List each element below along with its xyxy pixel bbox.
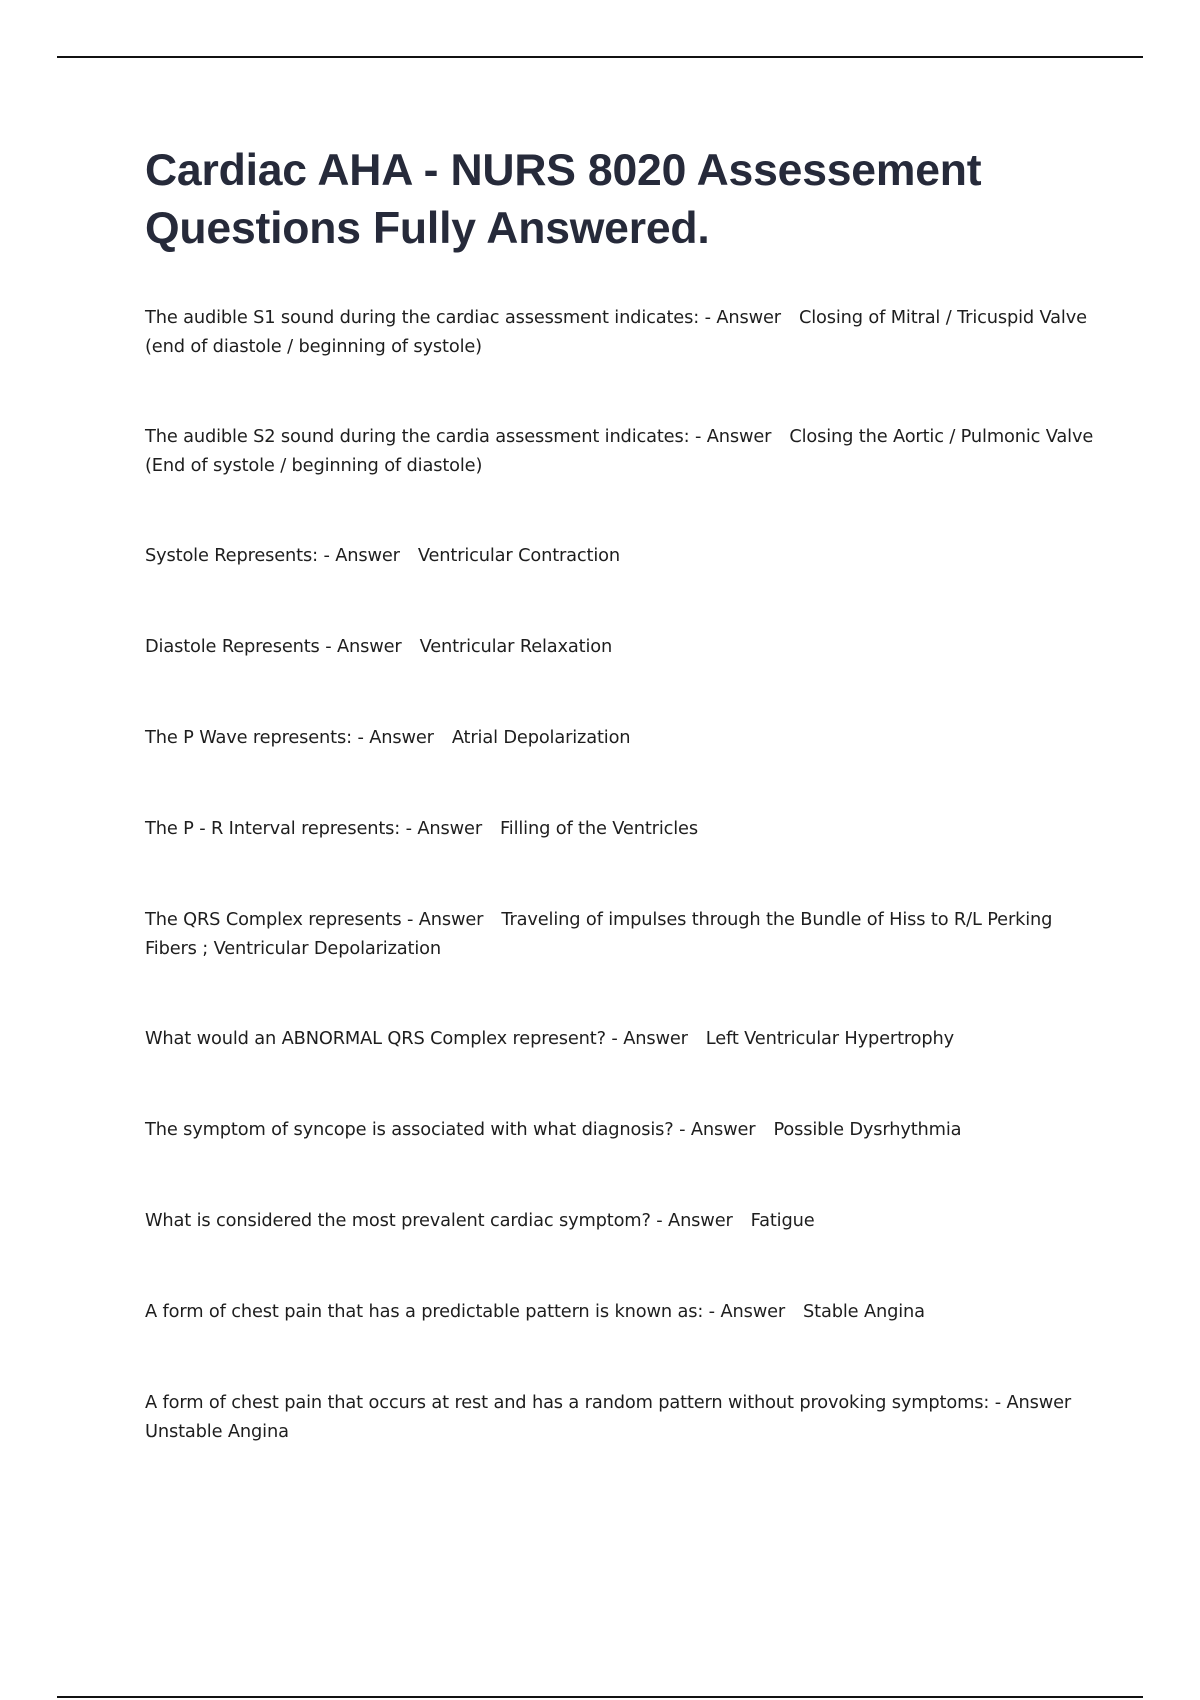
- question-text: Diastole Represents: [145, 636, 320, 657]
- qa-item: [145, 1388, 1095, 1446]
- answer-label: - Answer: [400, 818, 483, 839]
- question-text: The P - R Interval represents:: [145, 818, 401, 839]
- answer-text: Atrial Depolarization: [451, 727, 631, 748]
- answer-label: - Answer: [319, 636, 402, 657]
- qa-item: [145, 1297, 1095, 1326]
- question-text: What would an ABNORMAL QRS Complex represent?: [145, 1028, 606, 1049]
- answer-text: Ventricular Contraction: [417, 545, 621, 566]
- qa-item: [145, 422, 1095, 480]
- answer-label: - Answer: [401, 909, 484, 930]
- qa-item: [145, 303, 1095, 361]
- question-text: What is considered the most prevalent cardiac symptom?: [145, 1210, 651, 1231]
- answer-text: Left Ventricular Hypertrophy: [705, 1028, 955, 1049]
- question-text: The audible S2 sound during the cardia assessment indicates:: [145, 426, 690, 447]
- qa-item: [145, 1024, 1095, 1053]
- answer-label: - Answer: [317, 545, 400, 566]
- qa-item: [145, 723, 1095, 752]
- qa-item: [145, 1115, 1095, 1144]
- answer-label: - Answer: [689, 426, 772, 447]
- answer-text: Closing of Mitral / Tricuspid Valve (end of diastole / beginning of systole): [145, 307, 1087, 357]
- answer-text: Closing the Aortic / Pulmonic Valve (End of systole / beginning of diastole): [145, 426, 1094, 476]
- bottom-divider: [57, 1696, 1143, 1698]
- question-text: A form of chest pain that occurs at rest and has a random pattern without provoking symptoms:: [145, 1392, 990, 1413]
- answer-label: - Answer: [605, 1028, 688, 1049]
- question-text: The audible S1 sound during the cardiac assessment indicates:: [145, 307, 700, 328]
- question-text: A form of chest pain that has a predictable pattern is known as:: [145, 1301, 704, 1322]
- document-title: Cardiac AHA - NURS 8020 Assessement Questions Fully Answered.: [145, 146, 982, 253]
- answer-label: - Answer: [673, 1119, 756, 1140]
- answer-text: Traveling of impulses through the Bundle of Hiss to R/L Perking Fibers ; Ventricular Depolarization: [145, 909, 1053, 959]
- qa-item: [145, 541, 1095, 570]
- qa-item: [145, 632, 1095, 661]
- document-body: [145, 142, 1095, 1507]
- answer-label: - Answer: [699, 307, 781, 328]
- answer-text: Ventricular Relaxation: [419, 636, 613, 657]
- qa-item: [145, 1206, 1095, 1235]
- answer-text: Possible Dysrhythmia: [773, 1119, 962, 1140]
- answer-text: Fatigue: [750, 1210, 815, 1231]
- answer-text: Unstable Angina: [145, 1421, 289, 1442]
- qa-item: [145, 905, 1095, 963]
- qa-item: [145, 814, 1095, 843]
- question-text: Systole Represents:: [145, 545, 318, 566]
- answer-label: - Answer: [351, 727, 434, 748]
- qa-list: [145, 303, 1095, 1446]
- question-text: The QRS Complex represents: [145, 909, 402, 930]
- answer-text: Filling of the Ventricles: [500, 818, 698, 839]
- top-divider: [57, 56, 1143, 58]
- answer-label: - Answer: [703, 1301, 786, 1322]
- answer-text: Stable Angina: [803, 1301, 925, 1322]
- answer-label: - Answer: [650, 1210, 733, 1231]
- answer-label: - Answer: [989, 1392, 1072, 1413]
- question-text: The symptom of syncope is associated with what diagnosis?: [145, 1119, 674, 1140]
- question-text: The P Wave represents:: [145, 727, 352, 748]
